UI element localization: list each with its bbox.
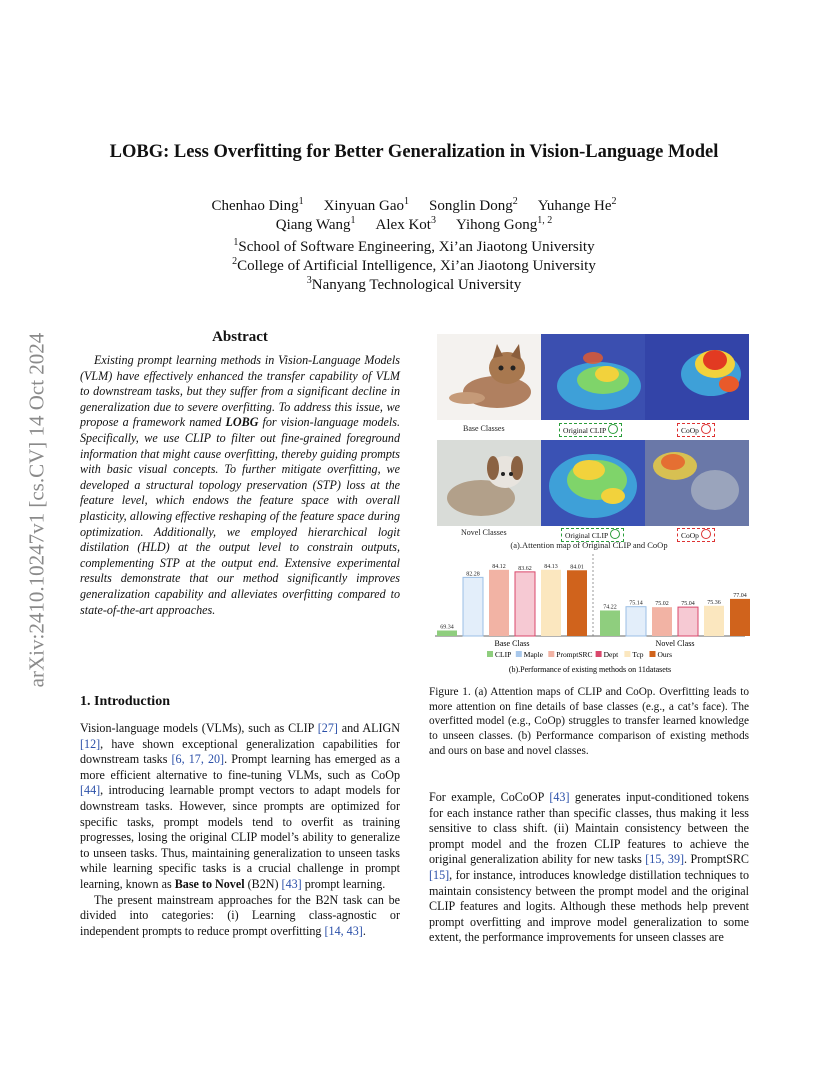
bar-value-label: 75.04 <box>681 601 695 608</box>
bar-value-label: 82.28 <box>466 571 480 578</box>
bar-maple-novel <box>626 607 646 636</box>
figure-caption: Figure 1. (a) Attention maps of CLIP and CoOp. Overfitting leads to more attention on fine details of base classes (e.g., a cat’s face). The overfitted model (e.g., CoOp) struggles to transfer learned knowledge to unseen classes. (b) Performance comparison of existing methods and ours on base and novel classes. <box>429 686 749 757</box>
bar-tcp-novel <box>704 606 724 636</box>
citation[interactable]: [14, 43] <box>324 923 363 938</box>
coop-method-tag: CoOp <box>677 423 715 437</box>
bar-ours-base <box>567 570 587 636</box>
author-name: Qiang Wang$^1$ <box>275 215 356 233</box>
coop-novel-attention-map <box>645 440 749 526</box>
bold-term: Base to Novel <box>174 876 245 891</box>
bar-clip-base <box>437 630 457 636</box>
author-name: Xinyuan Gao$^1$ <box>323 196 409 214</box>
coop-base-attention-map <box>645 334 749 420</box>
section-heading: 1. Introduction <box>80 694 170 709</box>
bar-value-label: 69.34 <box>440 624 454 631</box>
authors-line-2 <box>0 215 828 234</box>
legend-swatch <box>624 651 630 657</box>
legend-label: PromptSRC <box>556 650 593 659</box>
bar-value-label: 84.12 <box>492 563 506 570</box>
intro-paragraph-2: The present mainstream approaches for the B2N task can be divided into categories: (i) Learning class-agnostic or independent prompts to reduce prompt overfitting [14, 43]. <box>80 892 400 938</box>
citation[interactable]: [27] <box>317 721 338 735</box>
citation[interactable]: [44] <box>80 783 101 798</box>
legend-swatch <box>548 651 554 657</box>
base-cat-image <box>437 334 541 420</box>
arxiv-id-text: arXiv:2410.10247v1 [cs.CV] 14 Oct 2024 <box>24 332 49 688</box>
legend-label: Maple <box>523 650 543 659</box>
bar-value-label: 75.14 <box>629 600 643 607</box>
bar-clip-novel <box>600 610 620 636</box>
intro-right-column <box>429 790 749 946</box>
base-classes-label: Base Classes <box>463 424 505 433</box>
legend-label: Ours <box>657 650 673 659</box>
citation[interactable]: [43] <box>281 876 302 891</box>
bar-value-label: 77.04 <box>733 592 747 599</box>
figure-1 <box>429 334 749 684</box>
legend-swatch <box>596 651 602 657</box>
citation[interactable]: [15, 39] <box>645 852 685 867</box>
bar-dept-novel <box>678 607 698 636</box>
authors-line-1 <box>0 196 828 215</box>
bar-value-label: 74.22 <box>603 604 617 611</box>
frown-icon <box>701 424 711 434</box>
author-name: Songlin Dong$^2$ <box>428 196 518 214</box>
bar-value-label: 75.02 <box>655 601 669 608</box>
author-name: Chenhao Ding$^1$ <box>211 196 304 214</box>
clip-method-tag: Original CLIP <box>559 423 622 437</box>
caption-a: (a).Attention map of Original CLIP and CoOp <box>510 540 668 550</box>
method-name: LOBG <box>225 415 259 430</box>
category-label: Base Class <box>494 639 530 648</box>
intro-paragraph-1: Vision-language models (VLMs), such as CLIP [27] and ALIGN [12], have shown exceptional generalization capabilities for downstream tasks [6, 17, 20]. Prompt learning has emerged as a more efficient alternative to fine-tuning VLMs, such as CoOp [44], introducing learnable prompt vectors to adapt models for downstream tasks. However, since prompts are optimized for specific tasks, prompt models tend to overfit as training progresses, losing the original CLIP model’s ability to generalize to unseen tasks. Thus, maintaining generalization to unseen tasks while learning specific tasks is a crucial challenge in prompt learning, known as Base to Novel (B2N) [43] prompt learning. <box>80 721 400 891</box>
paper-title: LOBG: Less Overfitting for Better Generalization in Vision-Language Model <box>109 142 719 162</box>
bar-value-label: 75.36 <box>707 599 721 606</box>
legend-swatch <box>650 651 656 657</box>
bar-dept-base <box>515 572 535 636</box>
novel-classes-label: Novel Classes <box>461 528 507 537</box>
legend-label: Tcp <box>632 650 644 659</box>
bar-tcp-base <box>541 570 561 636</box>
bar-value-label: 84.13 <box>544 563 558 570</box>
legend-swatch <box>487 651 493 657</box>
citation[interactable]: [12] <box>80 736 101 751</box>
performance-bar-chart <box>435 550 745 682</box>
abstract-body: Existing prompt learning methods in Vision-Language Models (VLM) have effectively enhanced the transfer capability of VLM to downstream tasks, but they suffer from a significant decline in generalization due to severe overfitting. To address this issue, we propose a framework named LOBG for vision-language models. Specifically, we use CLIP to filter out fine-grained foreground information that might cause overfitting, thereby guiding prompts with basic visual concepts. To further mitigate overfitting, we developed a structural topology preservation (STP) loss at the feature level, which endows the feature space with overall plasticity, allowing effective reshaping of the feature space during optimization. Additionally, we employed hierarchical logit distilation (HLD) at the output level to constrain outputs, complementing STP at the output end. Extensive experimental results demonstrate that our method significantly improves generalization capability and alleviates overfitting compared to state-of-the-art approaches. <box>80 353 400 617</box>
smile-icon <box>610 529 620 539</box>
clip-base-attention-map <box>541 334 645 420</box>
bar-promptsrc-novel <box>652 607 672 636</box>
legend-swatch <box>516 651 522 657</box>
smile-icon <box>608 424 618 434</box>
bar-value-label: 84.01 <box>570 564 584 571</box>
abstract-heading: Abstract <box>212 329 268 345</box>
bar-value-label: 83.62 <box>518 565 532 572</box>
category-label: Novel Class <box>655 639 695 648</box>
author-name: Yuhange He$^2$ <box>537 196 617 214</box>
citation[interactable]: [43] <box>549 790 570 804</box>
clip-novel-attention-map <box>541 440 645 526</box>
legend-label: Dept <box>603 650 619 659</box>
citation[interactable]: [15] <box>429 867 450 882</box>
frown-icon <box>701 529 711 539</box>
bar-promptsrc-base <box>489 570 509 636</box>
affiliation-3: $^3$Nanyang Technological University <box>306 275 522 293</box>
arxiv-identifier <box>22 290 52 730</box>
intro-left-column <box>80 721 400 939</box>
affiliation-1: $^1$School of Software Engineering, Xi’an Jiaotong University <box>233 237 595 255</box>
caption-b: (b).Performance of existing methods on 11datasets <box>508 665 672 674</box>
clip-method-tag-2: Original CLIP <box>561 528 624 542</box>
bar-ours-novel <box>730 599 750 636</box>
author-name: Yihong Gong$^{1, 2}$ <box>455 215 553 233</box>
legend-label: CLIP <box>495 650 512 659</box>
affiliation-2: $^2$College of Artificial Intelligence, Xi’an Jiaotong University <box>232 256 596 274</box>
intro-paragraph-3: For example, CoCoOP [43] generates input-conditioned tokens for each instance rather than specific classes, thus making it less sensitive to class shift. (ii) Maintain consistency between the prompt model and the frozen CLIP features to achieve the original generalization ability for new tasks [15, 39]. PromptSRC [15], for instance, introduces knowledge distillation techniques to maintain consistency between the prompt model and the original CLIP features and logits. Although these methods help prevent prompt overfitting and improve model generalization to some extent, the performance improvements for unseen classes are <box>429 790 749 945</box>
author-name: Alex Kot$^3$ <box>375 215 436 233</box>
bar-maple-base <box>463 577 483 636</box>
citation[interactable]: [6, 17, 20] <box>171 752 225 767</box>
coop-method-tag-2: CoOp <box>677 528 715 542</box>
novel-dog-image <box>437 440 541 526</box>
